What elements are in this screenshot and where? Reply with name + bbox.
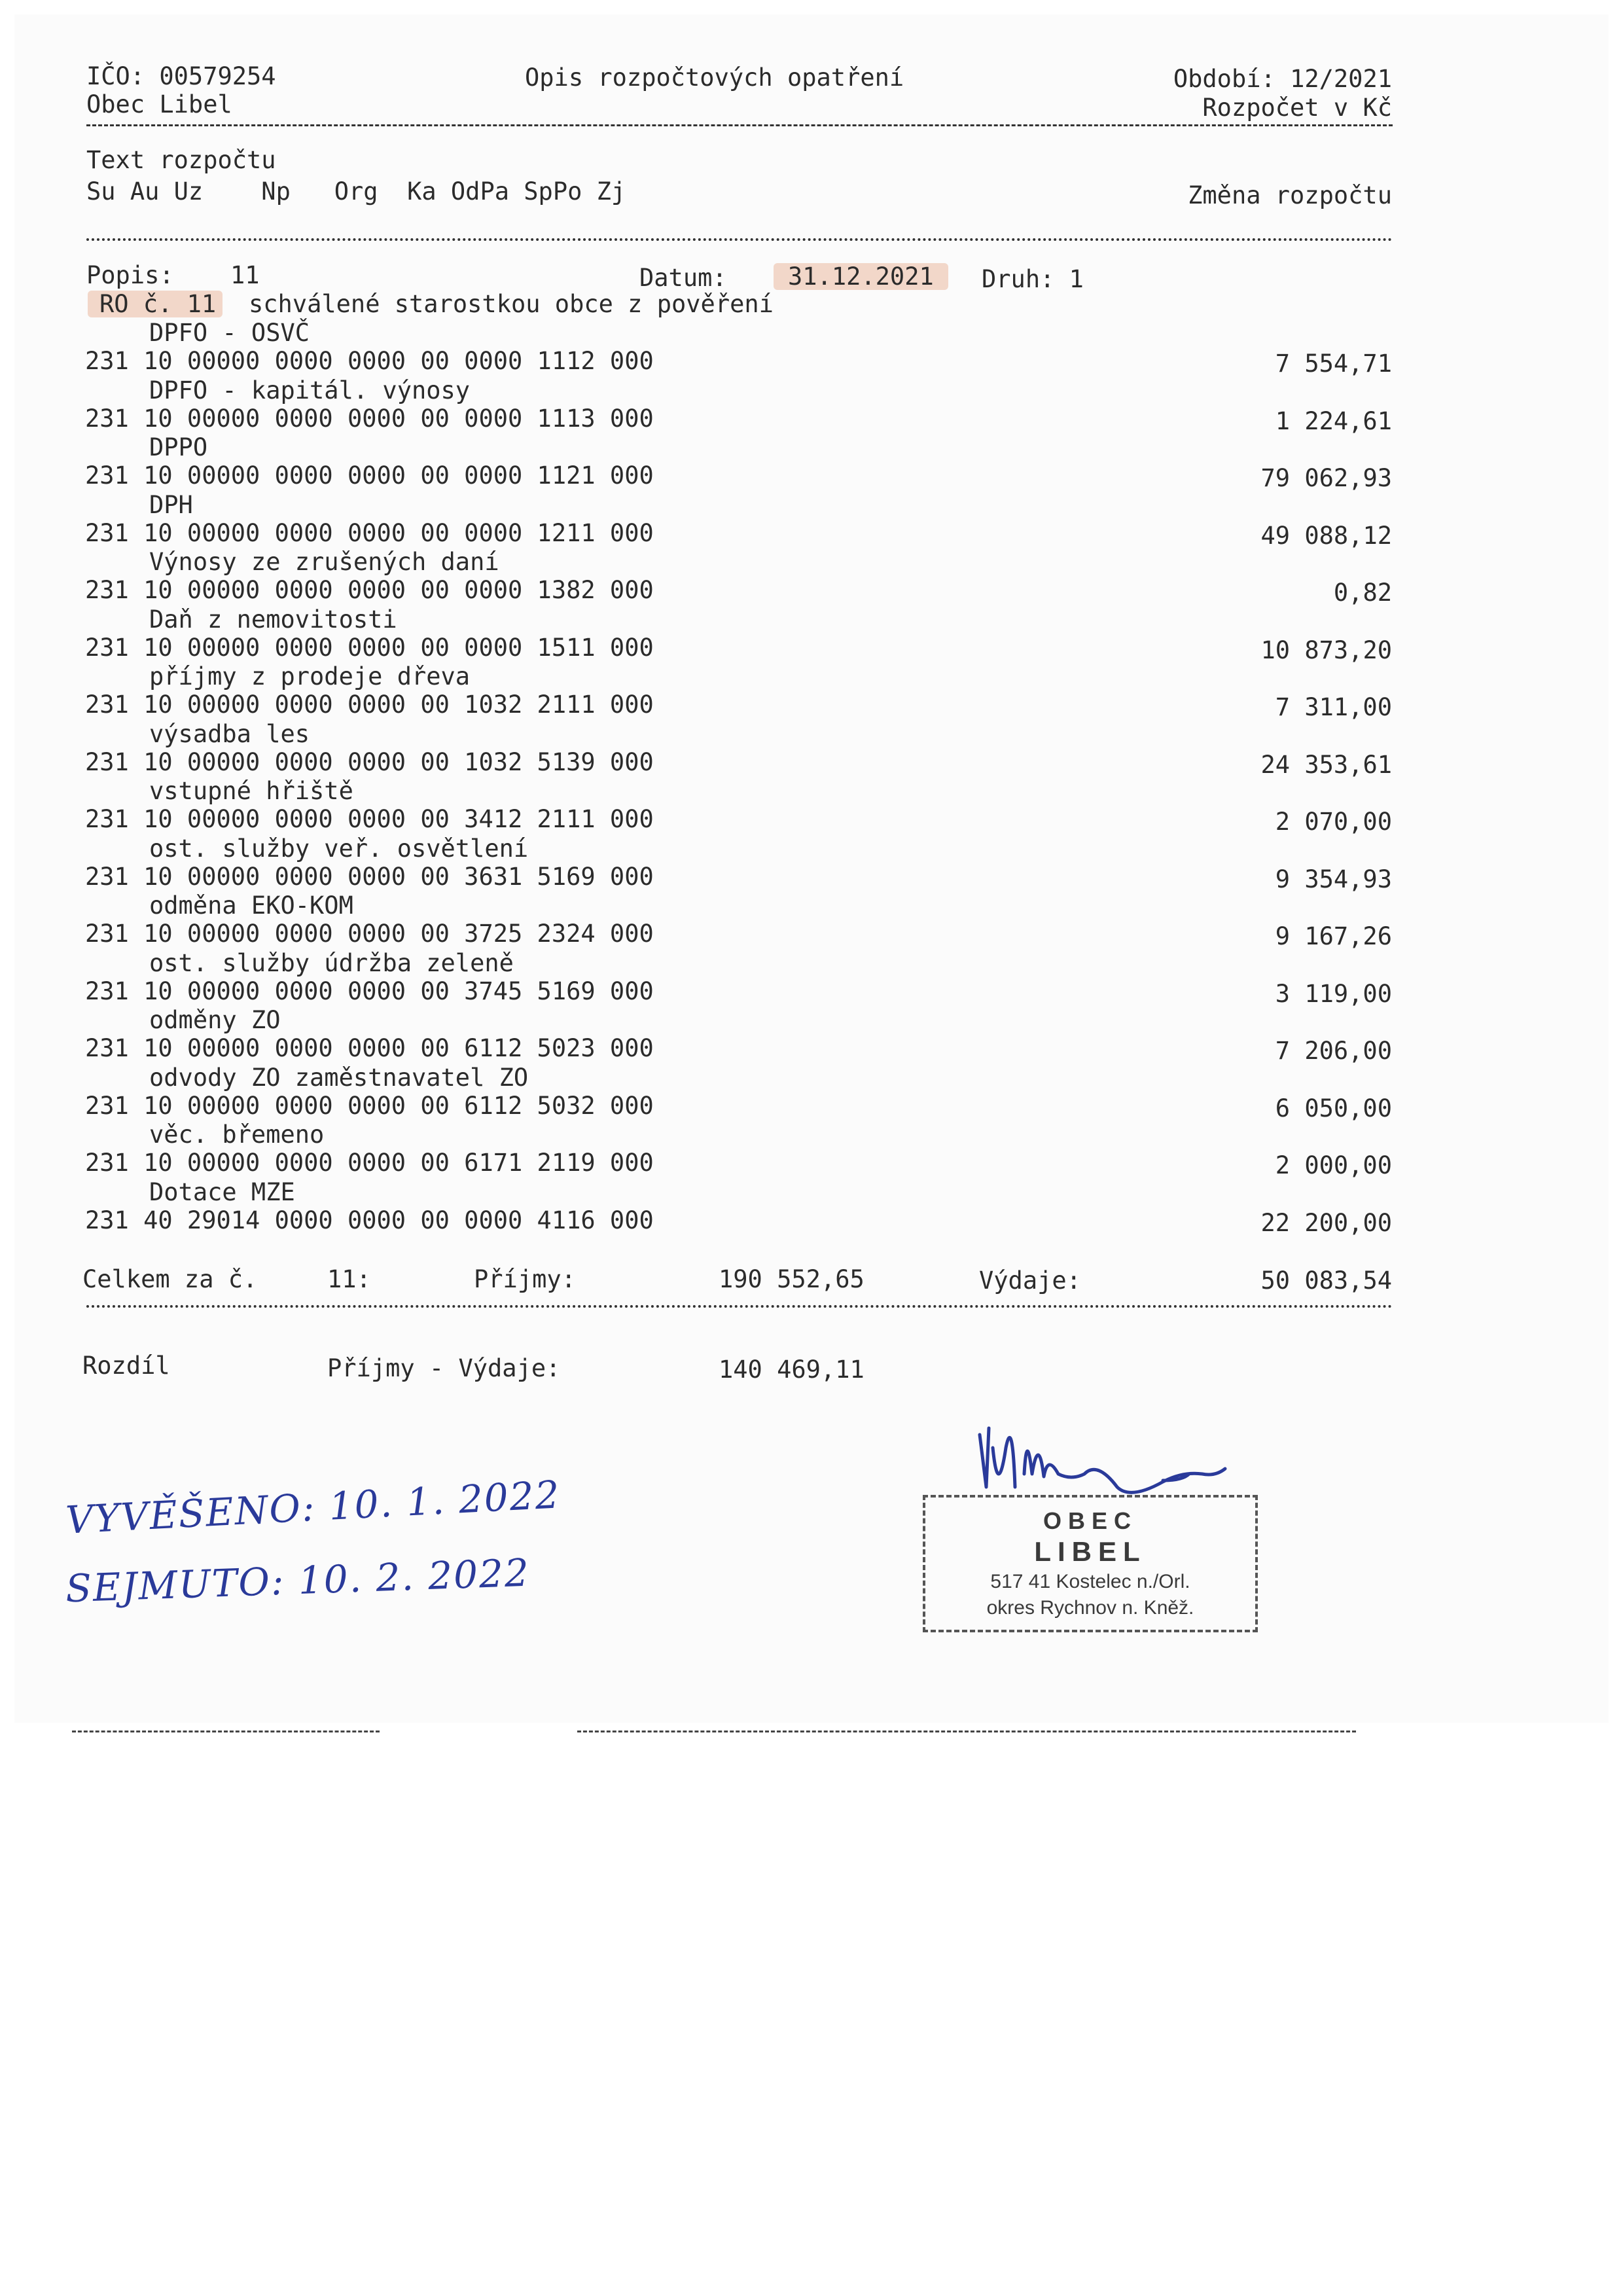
row-amount: 49 088,12 <box>1260 521 1392 550</box>
row-amount: 7 206,00 <box>1275 1037 1392 1065</box>
row-amount: 6 050,00 <box>1275 1094 1392 1122</box>
row-text: odměna EKO-KOM <box>149 891 353 920</box>
column-change-label: Změna rozpočtu <box>1188 181 1392 209</box>
column-codes-label: Su Au Uz Np Org Ka OdPa SpPo Zj <box>86 177 626 206</box>
row-code: 231 10 00000 0000 0000 00 0000 1113 000 <box>85 404 654 433</box>
row-text: výsadba les <box>149 719 310 748</box>
stamp-line-1: OBEC <box>1043 1507 1137 1534</box>
organization-name: Obec Libel <box>86 90 232 118</box>
row-text: vstupné hřiště <box>149 777 353 805</box>
row-amount: 0,82 <box>1333 579 1392 607</box>
row-text: věc. břemeno <box>149 1121 325 1149</box>
row-text: odměny ZO <box>149 1006 281 1034</box>
row-code: 231 10 00000 0000 0000 00 0000 1211 000 <box>85 518 654 547</box>
cut-line-right <box>577 1731 1356 1732</box>
handwritten-posted-note: VYVĚŠENO: 10. 1. 2022 <box>64 1472 562 1543</box>
totals-income-label: Příjmy: <box>474 1265 576 1293</box>
cut-line-left <box>72 1731 380 1732</box>
difference-formula: Příjmy - Výdaje: <box>327 1354 561 1382</box>
row-amount: 9 354,93 <box>1275 865 1392 893</box>
row-amount: 3 119,00 <box>1275 979 1392 1008</box>
totals-label: Celkem za č. <box>82 1265 258 1293</box>
row-amount: 1 224,61 <box>1275 406 1392 435</box>
row-amount: 7 554,71 <box>1275 350 1392 378</box>
datum-label: Datum: <box>639 264 727 292</box>
header-separator <box>86 124 1393 126</box>
row-amount: 24 353,61 <box>1260 750 1392 779</box>
row-text: DPFO - kapitál. výnosy <box>149 376 471 404</box>
difference-value: 140 469,11 <box>719 1355 865 1384</box>
row-code: 231 10 00000 0000 0000 00 6112 5032 000 <box>85 1091 654 1120</box>
row-amount: 2 000,00 <box>1275 1151 1392 1179</box>
row-text: DPH <box>149 490 193 519</box>
row-code: 231 10 00000 0000 0000 00 0000 1121 000 <box>85 461 654 490</box>
row-code: 231 10 00000 0000 0000 00 0000 1511 000 <box>85 633 654 662</box>
row-amount: 22 200,00 <box>1260 1208 1392 1237</box>
row-code: 231 10 00000 0000 0000 00 6112 5023 000 <box>85 1034 654 1062</box>
row-code: 231 10 00000 0000 0000 00 6171 2119 000 <box>85 1149 654 1177</box>
ro-number: RO č. 11 <box>88 291 223 317</box>
column-separator <box>86 238 1393 241</box>
document-title: Opis rozpočtových opatření <box>525 63 904 92</box>
druh: Druh: 1 <box>982 265 1084 293</box>
handwritten-removed-note: SEJMUTO: 10. 2. 2022 <box>65 1550 531 1611</box>
municipal-stamp <box>923 1495 1258 1632</box>
totals-expense-label: Výdaje: <box>979 1266 1081 1295</box>
row-text: Daň z nemovitosti <box>149 605 397 634</box>
stamp-line-2: LIBEL <box>1034 1536 1147 1567</box>
row-text: odvody ZO zaměstnavatel ZO <box>149 1063 529 1092</box>
period: Období: 12/2021 <box>1173 65 1392 93</box>
row-text: Dotace MZE <box>149 1177 295 1206</box>
row-code: 231 10 00000 0000 0000 00 3745 5169 000 <box>85 977 654 1005</box>
row-text: ost. služby údržba zeleně <box>149 948 514 977</box>
stamp-line-4: okres Rychnov n. Kněž. <box>986 1597 1194 1619</box>
row-code: 231 10 00000 0000 0000 00 3725 2324 000 <box>85 920 654 948</box>
signature <box>967 1408 1255 1507</box>
row-code: 231 10 00000 0000 0000 00 0000 1112 000 <box>85 347 654 375</box>
column-text-label: Text rozpočtu <box>86 146 276 174</box>
row-amount: 10 873,20 <box>1260 636 1392 664</box>
row-amount: 9 167,26 <box>1275 922 1392 950</box>
row-text: Výnosy ze zrušených daní <box>149 548 499 576</box>
totals-separator <box>86 1305 1393 1308</box>
popis-value: 11 <box>230 261 260 289</box>
totals-income: 190 552,65 <box>719 1265 865 1293</box>
row-code: 231 10 00000 0000 0000 00 1032 5139 000 <box>85 747 654 776</box>
row-text: DPFO - OSVČ <box>149 319 310 347</box>
stamp-line-3: 517 41 Kostelec n./Orl. <box>990 1571 1190 1592</box>
datum-value: 31.12.2021 <box>774 263 948 290</box>
currency-note: Rozpočet v Kč <box>1202 94 1392 122</box>
document-page <box>14 14 1609 1723</box>
ro-description: schválené starostkou obce z pověření <box>249 290 774 318</box>
row-amount: 79 062,93 <box>1260 464 1392 492</box>
row-code: 231 10 00000 0000 0000 00 3631 5169 000 <box>85 862 654 891</box>
row-code: 231 40 29014 0000 0000 00 0000 4116 000 <box>85 1206 654 1234</box>
row-code: 231 10 00000 0000 0000 00 3412 2111 000 <box>85 805 654 833</box>
row-code: 231 10 00000 0000 0000 00 1032 2111 000 <box>85 691 654 719</box>
row-amount: 7 311,00 <box>1275 693 1392 721</box>
row-text: ost. služby veř. osvětlení <box>149 834 529 863</box>
ico: IČO: 00579254 <box>86 62 276 90</box>
row-code: 231 10 00000 0000 0000 00 0000 1382 000 <box>85 576 654 604</box>
totals-number: 11: <box>327 1265 371 1293</box>
totals-expense: 50 083,54 <box>1260 1266 1392 1295</box>
row-text: DPPO <box>149 433 208 461</box>
popis-label: Popis: <box>86 261 174 289</box>
difference-label: Rozdíl <box>82 1352 170 1380</box>
row-text: příjmy z prodeje dřeva <box>149 662 471 691</box>
row-amount: 2 070,00 <box>1275 808 1392 836</box>
